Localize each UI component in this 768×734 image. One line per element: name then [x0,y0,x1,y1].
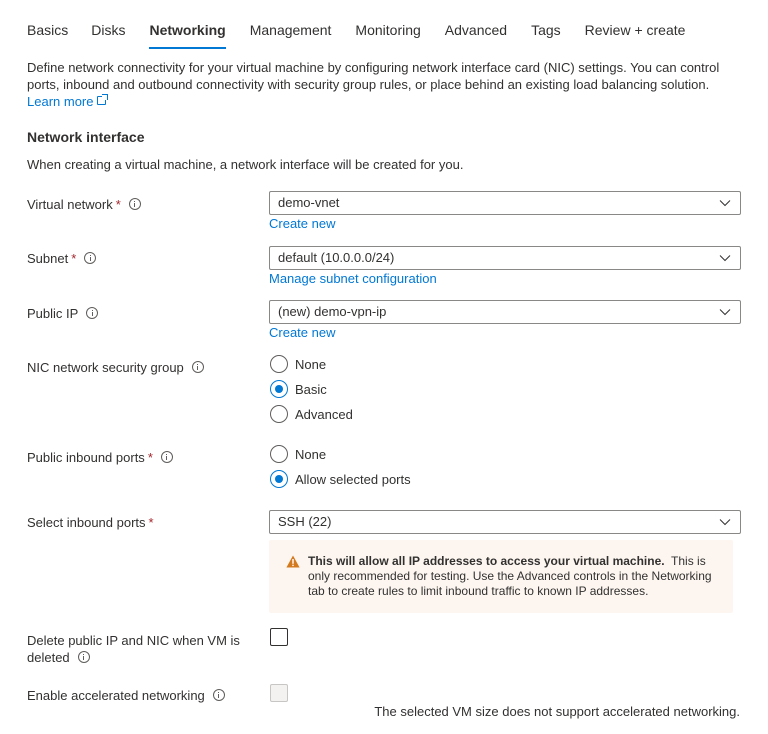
intro-text: Define network connectivity for your virtual machine by configuring network interface card (NIC) settings. You can control ports, inbound and outbound connectivity with security group rules, or place behind an existing load balancing solution. [27,60,720,92]
info-icon[interactable] [192,361,204,373]
inbound-ports-option-none[interactable] [270,445,326,463]
section-title-network-interface: Network interface [27,129,145,145]
learn-more-label: Learn more [27,94,94,109]
public-inbound-ports-label [27,449,173,466]
nic-nsg-option-none[interactable] [270,355,326,373]
required-asterisk: * [71,251,77,266]
info-icon[interactable] [84,252,96,264]
tab-management[interactable]: Management [249,22,332,38]
tab-disks[interactable]: Disks [91,22,126,38]
info-icon[interactable] [86,307,98,319]
chevron-down-icon [719,516,731,528]
public-ip-value: (new) demo-vpn-ip [278,304,387,319]
radio-label: Allow selected ports [295,471,411,487]
radio-label: Advanced [295,406,353,422]
chevron-down-icon [719,252,731,264]
required-asterisk: * [147,450,153,465]
accelerated-networking-checkbox [270,684,288,702]
radio-label: Basic [295,381,327,397]
external-link-icon [97,96,106,105]
section-description: When creating a virtual machine, a network interface will be created for you. [27,157,464,172]
tab-basics[interactable]: Basics [27,22,69,38]
learn-more-link[interactable] [27,94,106,109]
radio-button-selected[interactable] [270,380,288,398]
virtual-network-dropdown[interactable] [269,191,741,215]
create-new-public-ip-link[interactable]: Create new [269,325,336,340]
nic-nsg-option-advanced[interactable] [270,405,353,423]
delete-public-ip-label [27,632,240,666]
delete-public-ip-label-line2: deleted [27,650,70,665]
subnet-value: default (10.0.0.0/24) [278,250,395,265]
warning-icon [286,555,300,568]
required-asterisk: * [148,515,154,530]
subnet-dropdown[interactable] [269,246,741,270]
subnet-label [27,250,96,267]
select-inbound-ports-label [27,514,154,531]
radio-label: None [295,356,327,372]
delete-public-ip-label-line1: Delete public IP and NIC when VM is [27,633,240,648]
warning-bold-text: This will allow all IP addresses to access your virtual machine. [308,554,665,568]
accelerated-networking-label-text: Enable accelerated networking [27,688,205,703]
radio-button[interactable] [270,445,288,463]
info-icon[interactable] [213,689,225,701]
info-icon[interactable] [161,451,173,463]
nic-nsg-label [27,359,204,376]
tab-tags[interactable]: Tags [531,22,561,38]
tab-review-create[interactable]: Review + create [584,22,686,38]
chevron-down-icon [719,306,731,318]
info-icon[interactable] [129,198,141,210]
warning-text [308,554,728,599]
warning-message-bar [269,540,733,613]
chevron-down-icon [719,197,731,209]
inbound-ports-option-allow-selected[interactable] [270,470,411,488]
virtual-network-label [27,196,141,213]
nic-nsg-option-basic[interactable] [270,380,327,398]
required-asterisk: * [115,197,121,212]
radio-button[interactable] [270,405,288,423]
tab-advanced[interactable]: Advanced [444,22,508,38]
accelerated-networking-label [27,687,225,704]
delete-public-ip-checkbox[interactable] [270,628,288,646]
nic-nsg-label-text: NIC network security group [27,360,184,375]
info-icon[interactable] [78,651,90,663]
select-inbound-ports-label-text: Select inbound ports [27,515,146,530]
select-inbound-ports-value: SSH (22) [278,514,332,529]
public-ip-label [27,305,98,322]
public-ip-dropdown[interactable] [269,300,741,324]
radio-label: None [295,446,327,462]
create-new-vnet-link[interactable]: Create new [269,216,336,231]
manage-subnet-link[interactable]: Manage subnet configuration [269,271,437,286]
select-inbound-ports-dropdown[interactable] [269,510,741,534]
public-inbound-ports-label-text: Public inbound ports [27,450,145,465]
virtual-network-label-text: Virtual network [27,197,113,212]
radio-button-selected[interactable] [270,470,288,488]
virtual-network-value: demo-vnet [278,195,340,210]
warning-detail-text: This is only recommended for testing. Use the Advanced controls in the Networking tab to create rules to limit inbound traffic to known IP addresses. [308,554,712,598]
tab-bar [27,18,709,46]
tab-networking[interactable]: Networking [149,18,225,46]
tab-monitoring[interactable]: Monitoring [355,22,421,38]
accelerated-networking-note: The selected VM size does not support accelerated networking. [374,704,740,719]
radio-button[interactable] [270,355,288,373]
public-ip-label-text: Public IP [27,306,79,321]
subnet-label-text: Subnet [27,251,69,266]
intro-description [27,59,747,110]
